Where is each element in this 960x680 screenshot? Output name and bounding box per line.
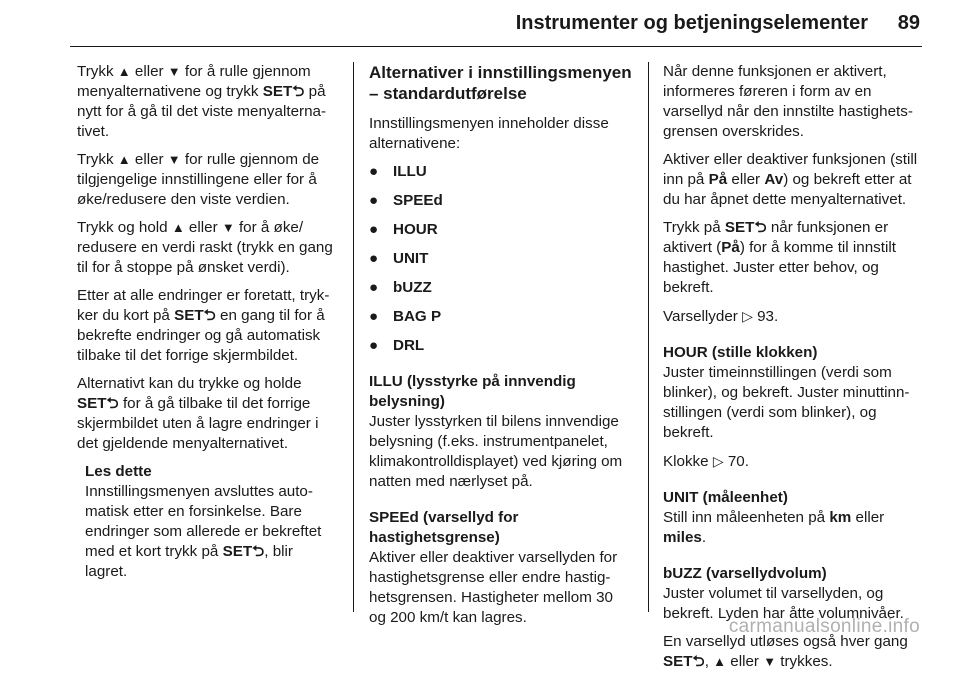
page-reference-icon: ▷	[742, 308, 753, 324]
page-reference-icon: ▷	[712, 453, 724, 469]
list-item: ● DRL	[369, 337, 425, 354]
hour-heading: HOUR (stille klokken)	[663, 344, 818, 361]
speed-set-text: Trykk på SET⮌ når funksjonen er aktivert (På) for å komme til innstilt hastighet. Juster etter behov, og bekreft.	[663, 219, 896, 296]
column-divider-2	[648, 62, 649, 612]
down-arrow-icon: ▼	[221, 220, 235, 235]
bullet-icon: ●	[369, 279, 379, 296]
warning-sounds-ref: Varsellyder ▷ 93.	[663, 308, 779, 325]
return-icon: ⮌	[203, 307, 216, 324]
note-title: Les dette	[85, 463, 152, 480]
intro-text: Innstillingsmenyen inneholder disse alternativene:	[369, 115, 609, 152]
section-title: Alternativer i innstillingsmenyen – standardutførelse	[369, 63, 632, 103]
page-number: 89	[897, 12, 920, 34]
column-2	[369, 62, 632, 636]
column-1	[77, 62, 339, 582]
speed-activate-text: Aktiver eller deaktiver funksjonen (still inn på På eller Av) og bekreft etter at du har åpnet dette menyalternativet.	[663, 151, 918, 208]
return-icon: ⮌	[106, 395, 119, 412]
down-arrow-icon: ▼	[167, 64, 181, 79]
bullet-icon: ●	[369, 192, 379, 209]
bullet-icon: ●	[369, 337, 379, 354]
note-box	[85, 462, 339, 582]
list-item: ● HOUR	[369, 221, 438, 238]
illu-heading: ILLU (lysstyrke på innvendig belysning)	[369, 373, 576, 410]
bullet-icon: ●	[369, 308, 379, 325]
down-arrow-icon: ▼	[167, 152, 181, 167]
list-item: ● UNIT	[369, 250, 429, 267]
hour-text: Juster timeinnstillingen (verdi som blinker), og bekreft. Juster minuttinnstillingen (verdi som blinker), og bekreft.	[663, 364, 910, 441]
up-arrow-icon: ▲	[117, 152, 131, 167]
return-icon: ⮌	[692, 653, 705, 670]
buzz-heading: bUZZ (varsellydvolum)	[663, 565, 827, 582]
paragraph-hold: Trykk og hold ▲ eller ▼ for å øke/ redusere en verdi raskt (trykk en gang til for å stoppe på ønsket verdi).	[77, 219, 333, 276]
column-divider-1	[353, 62, 354, 612]
paragraph-scroll-settings: Trykk ▲ eller ▼ for rulle gjennom de tilgjengelige innstillingene eller for å øke/redusere den viste verdien.	[77, 151, 320, 208]
speed-heading: SPEEd (varsellyd for hastighetsgrense)	[369, 509, 519, 546]
page-header-title: Instrumenter og betjeningselementer	[515, 12, 868, 34]
paragraph-confirm: Etter at alle endringer er foretatt, trykker du kort på SET⮌ en gang til for å bekrefte endringer og gå automatisk tilbake til det forrige skjermbildet.	[77, 287, 330, 364]
list-item: ● BAG P	[369, 308, 442, 325]
clock-ref: Klokke ▷ 70.	[663, 453, 749, 470]
bullet-icon: ●	[369, 163, 379, 180]
return-icon: ⮌	[252, 543, 265, 560]
unit-heading: UNIT (måleenhet)	[663, 489, 788, 506]
bullet-icon: ●	[369, 250, 379, 267]
list-item: ● bUZZ	[369, 279, 432, 296]
return-icon: ⮌	[292, 83, 305, 100]
paragraph-scroll-menu: Trykk ▲ eller ▼ for å rulle gjennom menyalternativene og trykk SET⮌ på nytt for å gå til det viste menyalternativet.	[77, 63, 327, 140]
list-item: ● ILLU	[369, 163, 427, 180]
list-item: ● SPEEd	[369, 192, 443, 209]
unit-text: Still inn måleenheten på km eller miles.	[663, 509, 885, 546]
watermark: carmanualsonline.info	[728, 616, 920, 637]
header-rule	[70, 46, 922, 47]
column-3	[663, 62, 925, 680]
speed-text: Aktiver eller deaktiver varsellyden for hastighetsgrense eller endre hastighetsgrensen. Hastigheter mellom 30 og 200 km/t kan lagres.	[369, 549, 618, 626]
buzz-text: Juster volumet til varsellyden, og bekreft. Lyden har åtte volumnivåer.	[663, 585, 904, 622]
return-icon: ⮌	[754, 219, 767, 236]
illu-text: Juster lysstyrken til bilens innvendige belysning (f.eks. instrumentpanelet, klimakontrolldisplayet) ved kjøring om natten med nærlyset på.	[369, 413, 623, 490]
paragraph-alternative: Alternativt kan du trykke og holde SET⮌ for å gå tilbake til det forrige skjermbildet uten å lagre endringer i det gjeldende menyalternativet.	[77, 375, 319, 452]
down-arrow-icon: ▼	[763, 654, 777, 669]
bullet-icon: ●	[369, 221, 379, 238]
up-arrow-icon: ▲	[171, 220, 185, 235]
note-text: Innstillingsmenyen avsluttes automatisk etter en forsinkelse. Bare endringer som allerede er bekreftet med et kort trykk på SET⮌, blir lagret.	[85, 483, 322, 580]
up-arrow-icon: ▲	[713, 654, 727, 669]
menu-options-list	[369, 162, 632, 356]
speed-info-text: Når denne funksjonen er aktivert, informeres føreren i form av en varsellyd når den innstilte hastighetsgrensen overskrides.	[663, 63, 913, 140]
buzz-trigger-text: En varsellyd utløses også hver gang SET⮌, ▲ eller ▼ trykkes.	[663, 633, 908, 670]
up-arrow-icon: ▲	[117, 64, 131, 79]
